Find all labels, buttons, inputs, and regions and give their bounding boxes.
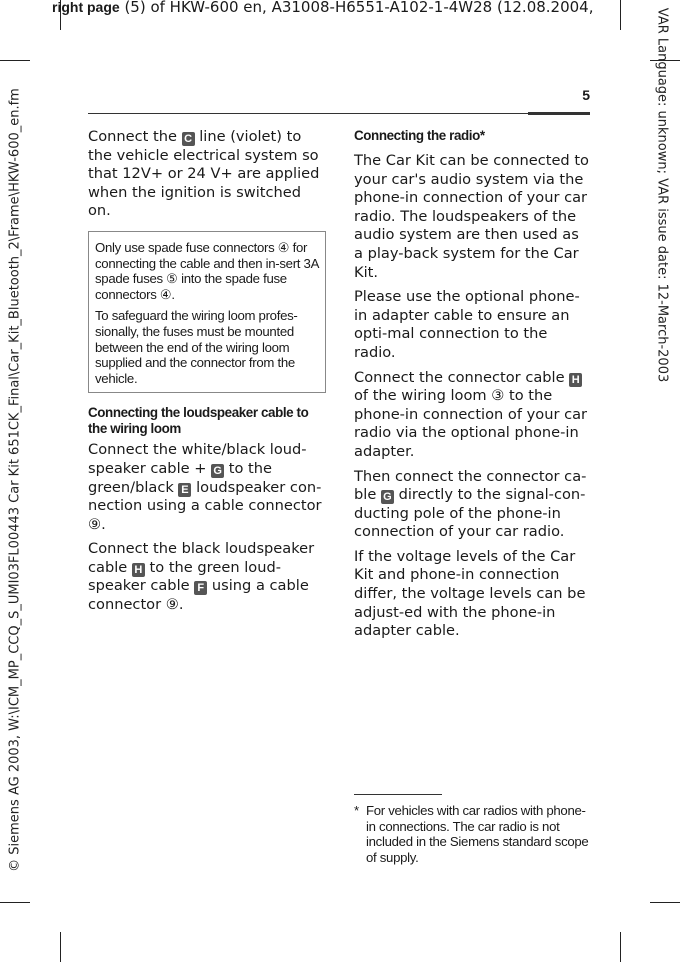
footnote (354, 803, 590, 865)
note-paragraph-1: Only use spade fuse connectors ④ for connecting the cable and then in-sert 3A spade fuses ⑤ into the spade fuse connectors ④. (95, 239, 319, 302)
radio-paragraph-4 (354, 468, 592, 542)
key-badge-g-right: G (381, 490, 394, 504)
lp2-text-a: Connect the black loudspeaker cable (88, 540, 315, 576)
radio-paragraph-2: Please use the optional phone-in adapter cable to ensure an opti-mal connection to the radio. (354, 288, 580, 361)
radio-paragraph-3 (354, 369, 592, 462)
crop-mark-bottom-right (620, 932, 621, 962)
footnote-rule (354, 794, 442, 795)
lp1-text-a: Connect the white/black loud-speaker cable + (88, 441, 307, 477)
lp1-text-c: loudspeaker con-nection using a cable connector ⑨. (88, 478, 322, 533)
crop-mark-top-right (620, 0, 621, 30)
header-rule-accent (528, 112, 590, 115)
intro-text-end: line (violet) to the vehicle electrical system so that 12V+ or 24 V+ are applied when the ignition is switched on. (88, 128, 320, 220)
key-badge-c: C (182, 132, 195, 146)
lp2-text-b: to the green loud-speaker cable (88, 558, 281, 595)
lp1-text-b: to the green/black (88, 459, 272, 496)
print-header-label: right page (52, 0, 120, 15)
rp3-text-a: Connect the connector cable (354, 368, 570, 386)
fuse-note-box (88, 231, 326, 393)
lp2-text-c: using a cable connector ⑨. (88, 577, 309, 614)
radio-paragraph-5: If the voltage levels of the Car Kit and phone-in connection differ, the voltage levels can be adjust-ed with the phone-in adapter cable. (354, 547, 586, 640)
key-badge-h-right: H (569, 373, 582, 387)
right-column (354, 128, 592, 647)
left-column (88, 128, 326, 621)
rp4-text-a: Then connect the connector ca-ble (354, 467, 587, 504)
intro-paragraph (88, 128, 326, 221)
radio-heading: Connecting the radio* (354, 128, 485, 143)
copyright-path-vertical: © Siemens AG 2003, W:\ICM_MP_CCQ_S_UMI03FL00443 Car Kit 651CK_Final\Car_Kit_Bluetooth_2\Frame\HKW-600_en.fm (7, 88, 23, 872)
key-badge-e: E (178, 483, 191, 497)
key-badge-h: H (132, 563, 145, 577)
language-issue-vertical: VAR Language: unknown; VAR issue date: 12-March-2003 (654, 7, 670, 383)
footnote-marker: * (354, 803, 359, 818)
loudspeaker-paragraph-2 (88, 540, 326, 614)
header-rule (88, 113, 590, 114)
page-number: 5 (582, 87, 590, 103)
footnote-text: For vehicles with car radios with phone-in connections. The car radio is not included in the Siemens standard scope of supply. (366, 803, 589, 865)
key-badge-g: G (211, 464, 224, 478)
crop-mark-left-lower (0, 902, 30, 903)
note-paragraph-2: To safeguard the wiring loom profes-sionally, the fuses must be mounted between the end of the wiring loom supplied and the connector from the vehicle. (95, 308, 298, 386)
radio-paragraph-1: The Car Kit can be connected to your car's audio system via the phone-in connection of your car radio. The loudspeakers of the audio system are then used as a play-back system for the Car Kit. (354, 152, 589, 281)
rp4-text-b: directly to the signal-con-ducting pole of the phone-in connection of your car radio. (354, 486, 586, 541)
print-header (52, 0, 612, 16)
intro-text-start: Connect the (88, 128, 182, 145)
crop-mark-right-lower (650, 902, 680, 903)
print-header-info: (5) of HKW-600 en, A31008-H6551-A102-1-4W28 (12.08.2004, (119, 0, 594, 16)
crop-mark-bottom-left (60, 932, 61, 962)
crop-mark-left-upper (0, 60, 30, 61)
loudspeaker-heading: Connecting the loudspeaker cable to the wiring loom (88, 405, 309, 437)
loudspeaker-paragraph-1 (88, 441, 326, 534)
key-badge-f: F (194, 581, 207, 595)
rp3-text-b: of the wiring loom ③ to the phone-in connection of your car radio via the optional phone-in adapter. (354, 387, 588, 460)
